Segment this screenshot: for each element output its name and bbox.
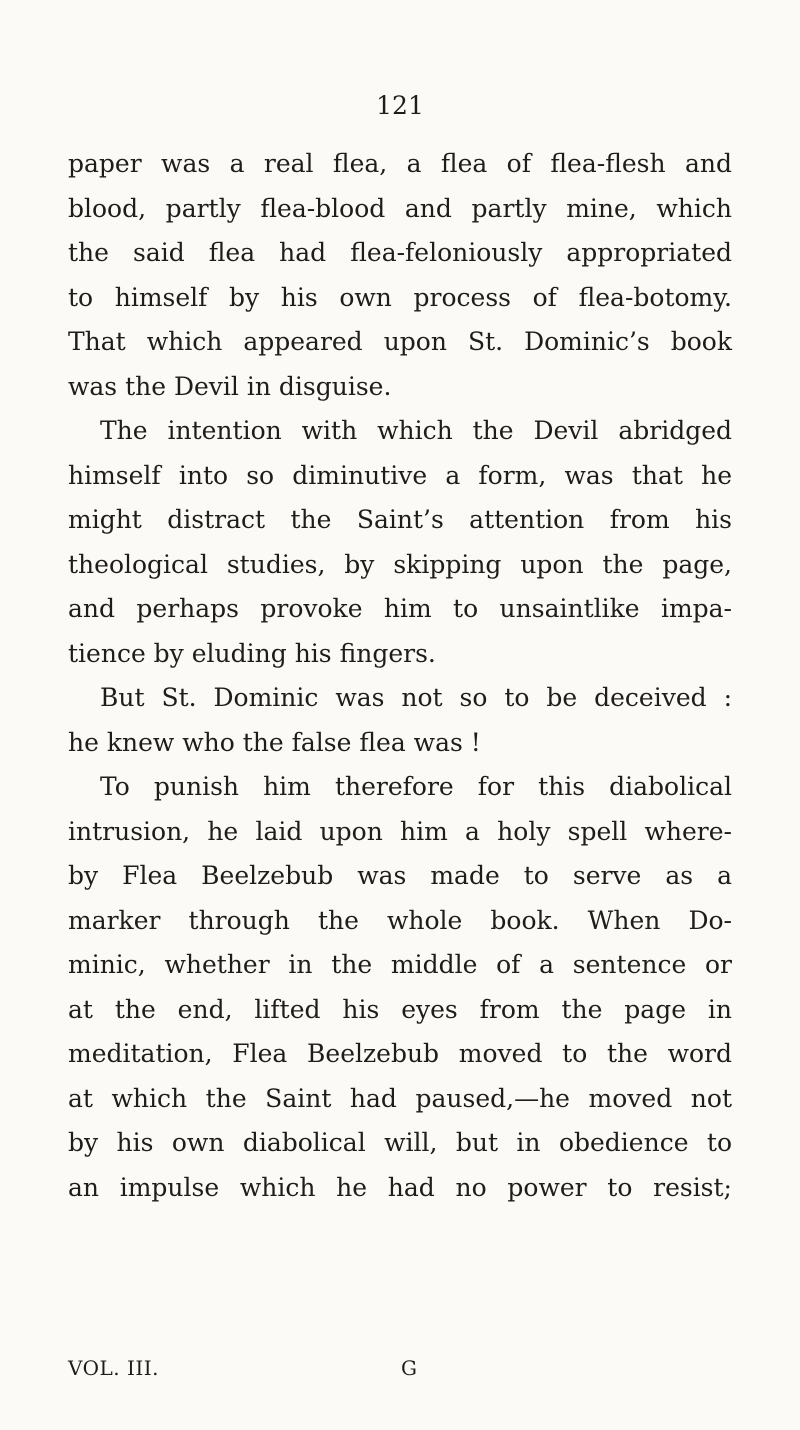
paragraph-start-line: But St. Dominic was not so to be deceived : [100,683,732,712]
text-line: theological studies, by skipping upon the page, [68,549,732,579]
text-line: marker through the whole book. When Do- [68,905,732,935]
page-footer [68,1348,732,1388]
text-line: at the end, lifted his eyes from the page in [68,994,732,1024]
body-text [68,142,732,1210]
text-line: the said flea had flea-feloniously appropriated [68,238,732,267]
text-line: by his own diabolical will, but in obedience to [68,1128,732,1157]
text-line: an impulse which he had no power to resist; [68,1172,732,1202]
paragraph-start-line: To punish him therefore for this diabolical [100,772,732,801]
text-line: minic, whether in the middle of a sentence or [68,950,732,979]
signature-mark: G [401,1356,417,1380]
paragraph-start-line: The intention with which the Devil abridged [100,416,732,445]
page-number: 121 [376,91,424,120]
text-line: paper was a real flea, a flea of flea-flesh and [68,149,732,178]
text-line: he knew who the false flea was ! [68,727,481,757]
text-line: meditation, Flea Beelzebub moved to the word [68,1039,732,1068]
text-line: and perhaps provoke him to unsaintlike impa- [68,594,732,623]
volume-label: VOL. III. [68,1356,160,1380]
text-line: intrusion, he laid upon him a holy spell where- [68,816,732,846]
text-line: himself into so diminutive a form, was that he [68,460,732,490]
text-line: tience by eluding his fingers. [68,638,436,668]
text-line: blood, partly flea-blood and partly mine, which [68,193,732,223]
text-line: by Flea Beelzebub was made to serve as a [68,861,732,890]
text-line: at which the Saint had paused,—he moved not [68,1083,732,1113]
text-line: to himself by his own process of flea-botomy. [68,282,732,312]
text-line: was the Devil in disguise. [68,371,392,401]
text-line: That which appeared upon St. Dominic’s book [68,327,732,356]
text-line: might distract the Saint’s attention from his [68,505,732,534]
